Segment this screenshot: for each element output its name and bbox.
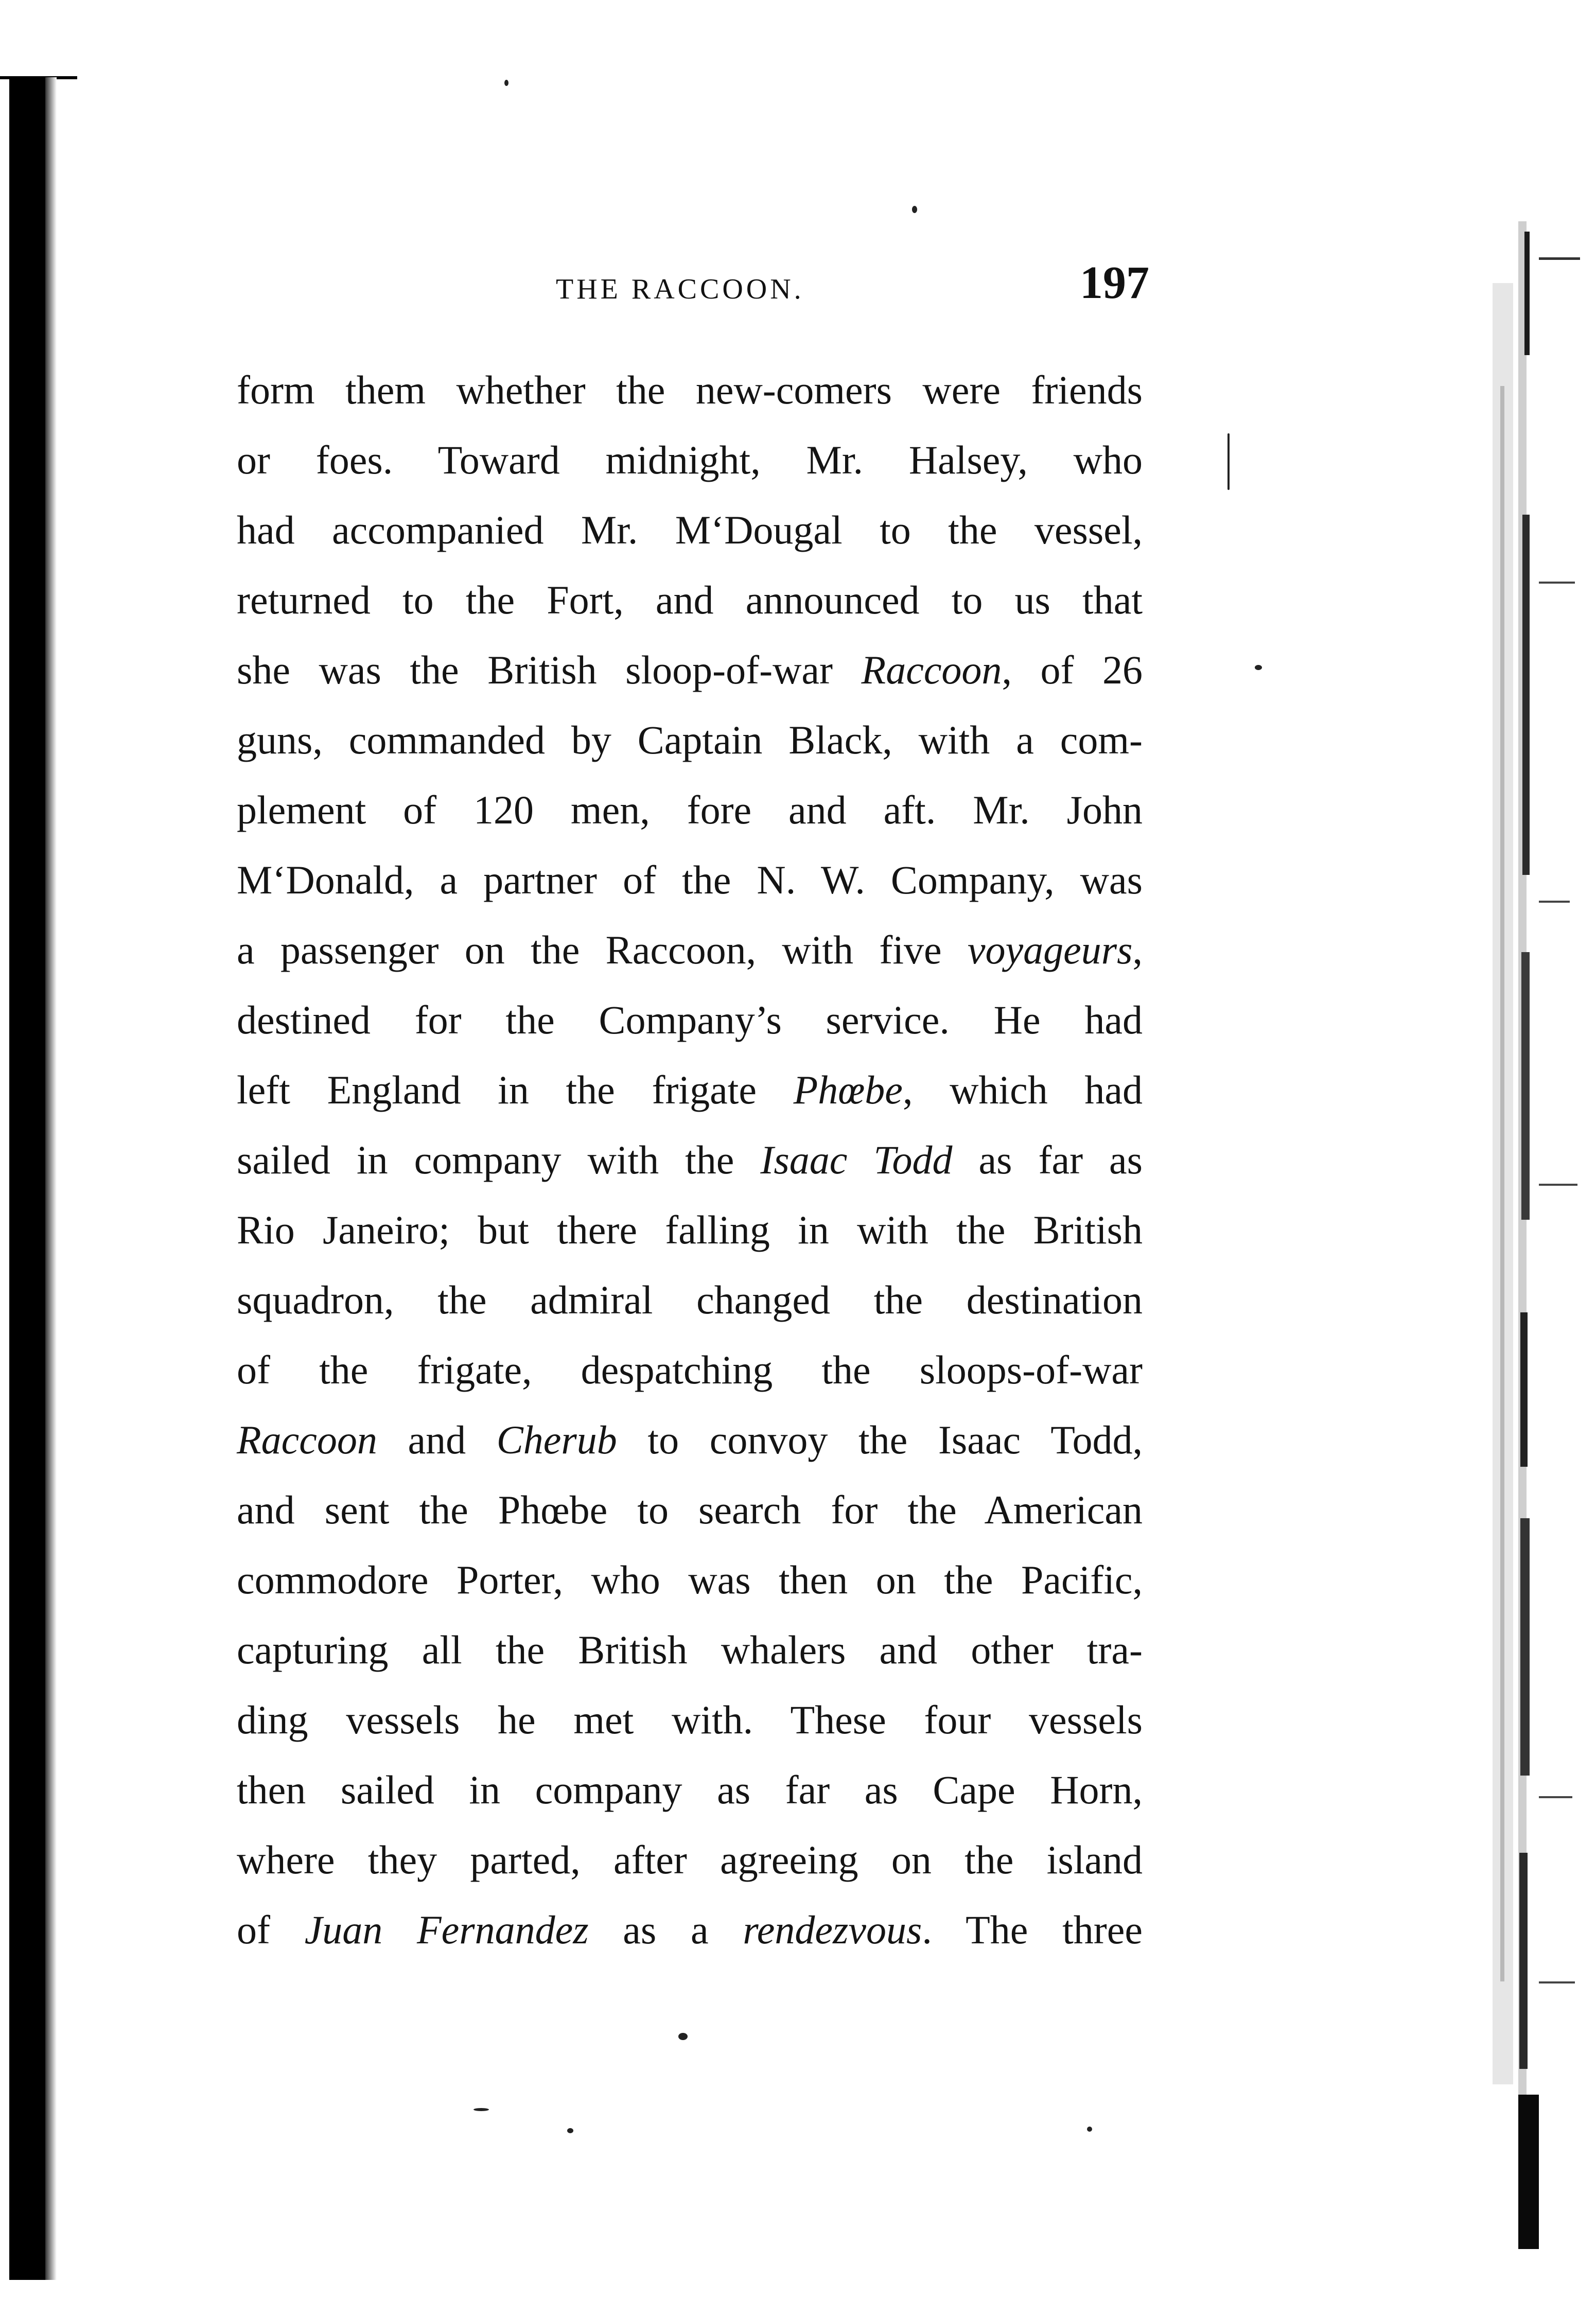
text-line (237, 1825, 1143, 1895)
binding-shadow (45, 77, 57, 2280)
ink-speck (504, 80, 508, 86)
text-segment: form them whether the new-comers were friends (237, 367, 1143, 412)
text-segment: she was the British sloop-of-war (237, 647, 862, 692)
page-edge-artifacts (1390, 129, 1585, 2264)
text-line (237, 1055, 1143, 1125)
text-segment: ding vessels he met with. These four vessels (237, 1697, 1143, 1742)
text-line (237, 495, 1143, 565)
text-segment: then sailed in company as far as Cape Horn, (237, 1767, 1143, 1812)
text-line (237, 1335, 1143, 1405)
text-segment: returned to the Fort, and announced to us that (237, 577, 1143, 622)
ink-speck (1087, 2127, 1092, 2132)
text-segment: , which had (902, 1067, 1143, 1112)
italic-text: Raccoon (237, 1417, 377, 1462)
text-segment: left England in the frigate (237, 1067, 794, 1112)
text-segment: where they parted, after agreeing on the island (237, 1837, 1143, 1882)
text-segment: squadron, the admiral changed the destination (237, 1277, 1143, 1322)
ink-speck (1255, 665, 1262, 670)
text-line (237, 1265, 1143, 1335)
text-line (237, 355, 1143, 425)
text-line (237, 915, 1143, 985)
text-segment: or foes. Toward midnight, Mr. Halsey, who (237, 437, 1143, 482)
text-segment: and (377, 1417, 497, 1462)
text-line (237, 1755, 1143, 1825)
body-text (237, 355, 1143, 1965)
italic-text: Phœbe (793, 1067, 903, 1112)
text-line (237, 635, 1143, 705)
text-line (237, 775, 1143, 845)
ink-speck (1227, 433, 1230, 490)
italic-text: Cherub (496, 1417, 617, 1462)
text-segment: of the frigate, despatching the sloops-of-war (237, 1347, 1143, 1392)
text-segment: Rio Janeiro; but there falling in with the British (237, 1207, 1143, 1252)
text-segment: commodore Porter, who was then on the Pacific, (237, 1557, 1143, 1602)
text-segment: sailed in company with the (237, 1137, 761, 1182)
text-line (237, 1895, 1143, 1965)
text-line (237, 1545, 1143, 1615)
text-segment: to convoy the Isaac Todd, (617, 1417, 1143, 1462)
text-segment: , (1132, 927, 1143, 972)
text-line (237, 1405, 1143, 1475)
text-line (237, 1685, 1143, 1755)
binding-edge (9, 77, 45, 2280)
ink-speck (678, 2033, 688, 2040)
text-segment: a passenger on the Raccoon, with five (237, 927, 968, 972)
text-segment: , of 26 (1002, 647, 1143, 692)
italic-text: Juan Fernandez (304, 1907, 589, 1952)
ink-speck (912, 206, 917, 213)
text-line (237, 1615, 1143, 1685)
ink-speck (567, 2128, 573, 2133)
italic-text: voyageurs (967, 927, 1133, 972)
text-line (237, 845, 1143, 915)
text-line (237, 1475, 1143, 1545)
text-segment: . The three (922, 1907, 1143, 1952)
text-segment: as far as (952, 1137, 1143, 1182)
text-segment: destined for the Company’s service. He had (237, 997, 1143, 1042)
text-segment: and sent the Phœbe to search for the American (237, 1487, 1143, 1532)
text-segment: had accompanied Mr. M‘Dougal to the vessel, (237, 507, 1143, 552)
text-segment: plement of 120 men, fore and aft. Mr. John (237, 787, 1143, 832)
italic-text: Raccoon (861, 647, 1002, 692)
text-segment: as a (588, 1907, 743, 1952)
italic-text: Isaac Todd (760, 1137, 953, 1182)
text-segment: guns, commanded by Captain Black, with a com- (237, 717, 1143, 762)
text-segment: capturing all the British whalers and other tra- (237, 1627, 1143, 1672)
text-segment: of (237, 1907, 305, 1952)
text-segment: M‘Donald, a partner of the N. W. Company, was (237, 857, 1143, 902)
ink-speck (473, 2108, 489, 2111)
italic-text: rendezvous (743, 1907, 922, 1952)
text-line (237, 1125, 1143, 1195)
text-line (237, 1195, 1143, 1265)
running-head: THE RACCOON. (556, 273, 804, 305)
text-line (237, 425, 1143, 495)
page-number: 197 (1080, 257, 1149, 308)
text-line (237, 985, 1143, 1055)
text-line (237, 565, 1143, 635)
text-line (237, 705, 1143, 775)
